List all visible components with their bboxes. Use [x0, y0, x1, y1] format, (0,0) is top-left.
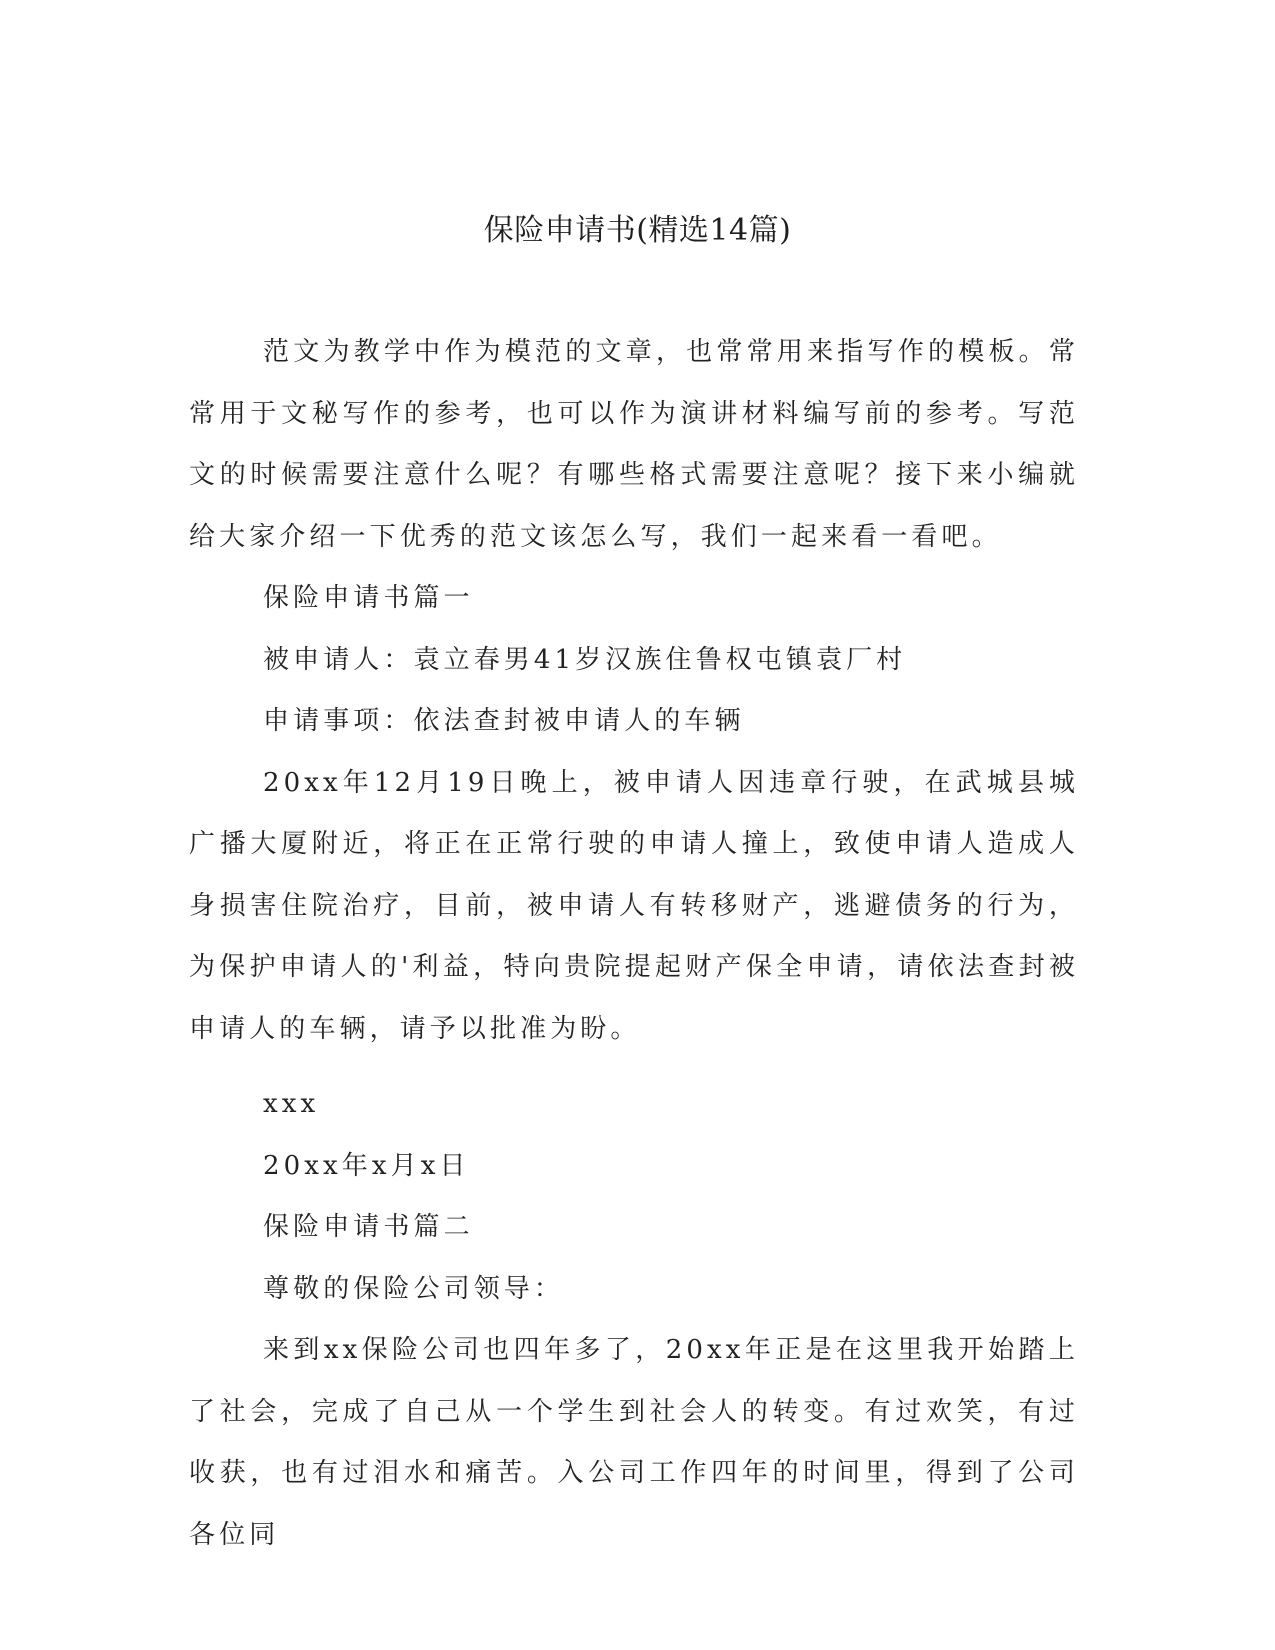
signature-line: xxx [263, 1089, 320, 1119]
respondent-line: 被申请人：袁立春男41岁汉族住鲁权屯镇袁厂村 [263, 644, 907, 675]
salutation-line: 尊敬的保险公司领导： [263, 1273, 565, 1304]
document-title: 保险申请书(精选14篇) [483, 213, 792, 248]
intro-paragraph: 范文为教学中作为模范的文章，也常常用来指写作的模板。常常用于文秘写作的参考，也可以作为演讲材料编写前的参考。写范文的时候需要注意什么呢？有哪些格式需要注意呢？接下来小编就给大家介绍一下优秀的范文该怎么写，我们一起来看一看吧。 [189, 337, 1079, 552]
section-heading-1: 保险申请书篇一 [263, 583, 474, 613]
request-line: 申请事项：依法查封被申请人的车辆 [263, 706, 745, 736]
document-body [189, 322, 1079, 1566]
section-heading-2: 保险申请书篇二 [263, 1212, 474, 1242]
letter-paragraph: 来到xx保险公司也四年多了，20xx年正是在这里我开始踏上了社会，完成了自己从一个学生到社会人的转变。有过欢笑，有过收获，也有过泪水和痛苦。入公司工作四年的时间里，得到了公司各位同 [189, 1335, 1079, 1550]
date-line: 20xx年x月x日 [263, 1150, 470, 1181]
facts-paragraph: 20xx年12月19日晚上，被申请人因违章行驶，在武城县城广播大厦附近，将正在正常行驶的申请人撞上，致使申请人造成人身损害住院治疗，目前，被申请人有转移财产，逃避债务的行为，为保护申请人的'利益，特向贵院提起财产保全申请，请依法查封被申请人的车辆，请予以批准为盼。 [189, 767, 1079, 1044]
